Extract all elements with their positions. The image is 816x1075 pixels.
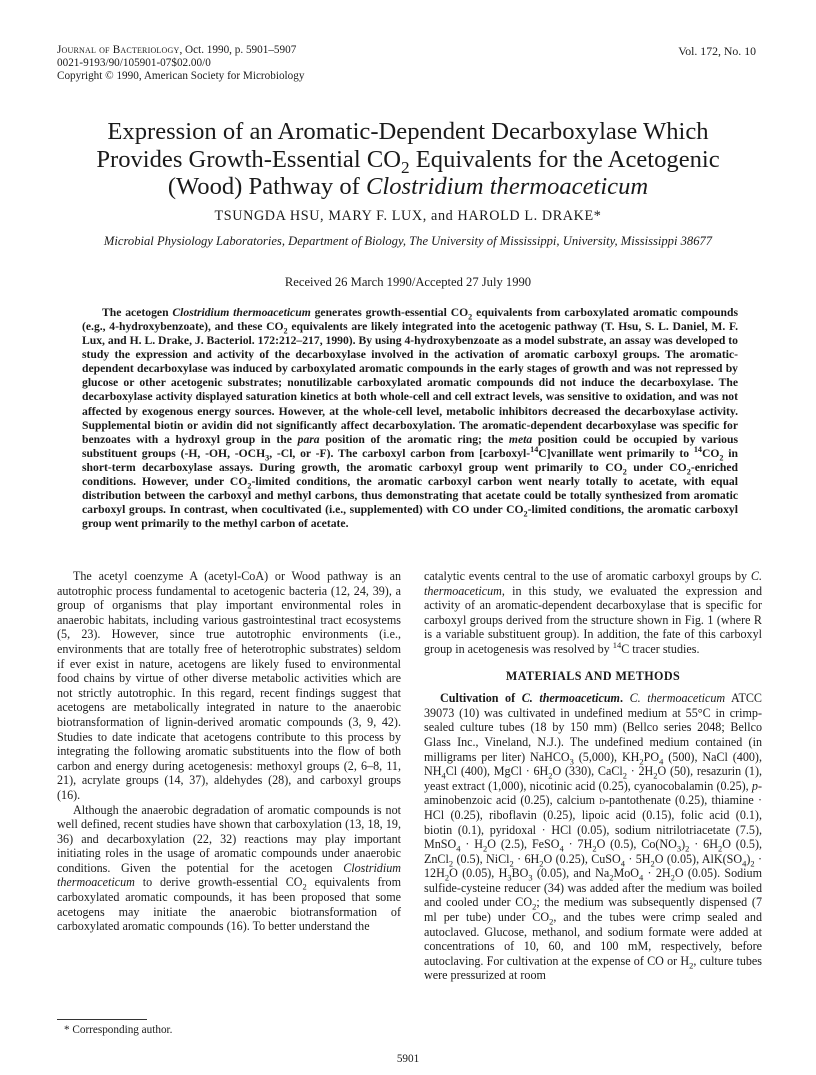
subscript: 2 — [650, 858, 655, 869]
author-list: TSUNGDA HSU, MARY F. LUX, and HAROLD L. DRAKE* — [214, 208, 602, 224]
body-text: O (0.05). Sodium sulfide-cysteine reducer (34) was added after the medium was boiled and cooled under CO — [424, 866, 762, 910]
subscript: 2 — [302, 881, 307, 892]
body-text: · 2H — [643, 866, 671, 881]
body-text: · 12H — [424, 851, 762, 881]
superscript: 14 — [530, 444, 539, 454]
section-heading: MATERIALS AND METHODS — [505, 668, 681, 683]
italic-term: meta — [508, 432, 533, 446]
issue-info: , Oct. 1990, p. 5901–5907 — [179, 44, 297, 56]
abstract-text: , -Cl, or -F). The carboxyl carbon from [carboxyl- — [269, 446, 531, 460]
body-text: O (2.5), FeSO — [487, 837, 560, 852]
organism-name: C. thermoaceticum — [521, 691, 620, 706]
body-text: O (0.05), H — [449, 866, 508, 881]
subscript: 4 — [742, 858, 747, 869]
subscript: 2 — [483, 843, 488, 854]
affiliation: Microbial Physiology Laboratories, Department of Biology, The University of Mississippi, University, Mississippi 38677 — [103, 234, 713, 248]
body-text: catalytic events central to the use of aromatic carboxyl groups by — [424, 569, 751, 583]
organism-name: Clostridium thermoaceticum — [57, 860, 401, 890]
title-text: (Wood) Pathway of — [167, 173, 367, 200]
subscript: 2 — [468, 312, 473, 322]
received-dates: Received 26 March 1990/Accepted 27 July 1990 — [284, 275, 532, 289]
body-text: (500), NaCl (400), NH — [424, 749, 762, 779]
right-column — [424, 569, 762, 983]
abstract-text: equivalents from carboxylated aromatic compounds (e.g., 4-hydroxybenzoate), and these CO — [82, 306, 738, 334]
subscript: 4 — [456, 843, 461, 854]
body-text: O (330), CaCl — [552, 764, 623, 779]
title-line: Expression of an Aromatic-Dependent Decarboxylase Which — [107, 118, 709, 145]
subscript: 3 — [676, 843, 682, 854]
subscript: 2 — [549, 916, 554, 927]
body-text: C tracer studies. — [621, 641, 700, 656]
subscript: 2 — [686, 467, 691, 477]
body-text: , and the tubes were crimp sealed and autoclaved. Glucose, methanol, and sodium formate were added at concentrations of 10, 60, and 100 mM, respectively, before autoclaving. For cultivation at the expense of CO or H — [424, 910, 762, 968]
heading-text: . — [619, 691, 623, 706]
body-text: O (0.05), AlK(SO — [654, 851, 743, 866]
footnote-divider — [57, 1019, 147, 1020]
abstract-text: -limited conditions, the aromatic carboxyl carbon went nearly totally to acetate, with equal distribution between the carboxyl and methyl carbons, thus demonstrating that acetate could be totally synthesized from aromatic carboxyl groups. In contrast, when cocultivated (i.e., supplemented) with CO under CO — [82, 474, 738, 517]
subscript: 2 — [548, 770, 553, 781]
title-line — [50, 173, 766, 201]
methods-paragraph — [424, 691, 762, 983]
body-text: , in this study, we evaluated the expression and activity of an aromatic-dependent decarboxylase that is specific for carboxyl groups derived from the structure shown in Fig. 1 (where R is a variable substituent group). In addition, the fate of this carboxyl group in acetogenesis was resolved by — [424, 583, 762, 656]
abstract-text: C]vanillate went primarily to — [538, 446, 694, 460]
abstract-text: position could be occupied by various substituent groups (-H, -OH, -OCH — [82, 432, 738, 460]
article-title — [50, 118, 766, 201]
body-text: O (50), resazurin (1), yeast extract (1,000), nicotinic acid (0.25), cyanocobalamin (0.25), — [424, 764, 762, 793]
journal-name: Journal of Bacteriology — [57, 44, 180, 56]
body-text: · 7H — [563, 837, 593, 852]
title-text: Provides Growth-Essential CO — [96, 145, 401, 173]
run-in-heading — [440, 691, 623, 705]
organism-name: Clostridium thermoaceticum — [366, 173, 649, 200]
subscript: 4 — [639, 872, 644, 883]
subscript: 2 — [532, 901, 537, 912]
abstract-text: The acetogen — [102, 306, 173, 319]
intro-paragraph — [57, 803, 401, 934]
subscript: 3 — [507, 872, 512, 883]
subscript: 3 — [265, 453, 270, 463]
subscript: 3 — [569, 755, 574, 766]
abstract-text: position of the aromatic ring; the — [319, 432, 509, 446]
subscript: 2 — [717, 843, 723, 854]
copyright-line: Copyright © 1990, American Society for Microbiology — [57, 70, 305, 83]
body-text: ) — [681, 837, 686, 852]
body-text: MoO — [613, 866, 640, 881]
subscript: 2 — [622, 467, 627, 477]
subscript: 4 — [559, 843, 564, 854]
intro-paragraph — [424, 569, 762, 657]
body-text: ) — [746, 851, 751, 866]
subscript: 3 — [528, 872, 533, 883]
left-column — [57, 569, 401, 934]
subscript: 2 — [653, 770, 658, 781]
subscript: 2 — [609, 872, 614, 883]
body-text: O (0.5), ZnCl — [424, 837, 762, 866]
body-text: ; the medium was subsequently dispensed (7 ml per tube) under CO — [424, 895, 762, 925]
body-text: ATCC 39073 (10) was cultivated in undefined medium at 55°C in crimp-sealed culture tubes (18 by 150 mm) (Bellco series 2048; Bellco Glass Inc., Vineland, N.J.). The undefined medium contained (in milligrams per liter) NaHCO — [424, 691, 762, 764]
article-code: 0021-9193/90/105901-07$02.00/0 — [57, 57, 211, 70]
abstract-text: -enriched conditions. However, under CO — [82, 460, 739, 488]
title-text: Equivalents for the Acetogenic — [409, 145, 720, 173]
body-text: Cl (400), MgCl · 6H — [445, 764, 549, 779]
subscript: 2 — [670, 872, 675, 883]
abstract — [82, 306, 738, 531]
subscript: 2 — [539, 858, 544, 869]
page-number: 5901 — [396, 1053, 420, 1065]
subscript: 2 — [592, 843, 597, 854]
subscript: 2 — [689, 960, 694, 971]
abstract-text: -limited conditions, the aromatic carboxyl group went primarily to the methyl carbon of acetate. — [82, 503, 738, 531]
subscript: 2 — [523, 509, 528, 519]
body-text: · 5H — [625, 851, 651, 866]
abstract-text: in short-term decarboxylase assays. During growth, the aromatic carboxyl group went primarily to CO — [82, 446, 738, 474]
body-text: BO — [511, 866, 529, 881]
subscript: 2 — [444, 872, 450, 883]
italic-term: para — [297, 432, 320, 446]
body-text: equivalents from carboxylated aromatic compounds, it has been proposed that some acetogens may initiate the anaerobic biotransformation of carboxylated aromatic compounds (16). To better understand the — [57, 875, 401, 934]
body-text: O (0.5), Co(NO — [596, 837, 677, 852]
subscript: 2 — [622, 770, 627, 781]
small-caps-term: d — [599, 793, 606, 808]
abstract-text: equivalents are likely integrated into the acetogenic pathway (T. Hsu, S. L. Daniel, M. F. Lux, and H. L. Drake, J. Bacteriol. 172:212–217, 1990). By using 4-hydroxybenzoate as a model substrate, an assay was developed to study the expression and activity of the decarboxylase involved in the activation of aromatic carboxyl groups. The aromatic-dependent decarboxylase was induced by carboxylated aromatic compounds in the early stages of growth and was not repressed by glucose or other acetogenic substrates; nonutilizable carboxylated aromatic compounds did not induce the decarboxylase. The decarboxylase activity displayed saturation kinetics at both whole-cell and cell extract levels, was sensitive to oxidation, and was not affected by exogenous energy sources. However, at the whole-cell level, metabolic inhibitors decreased the decarboxylase activity. Supplemental biotin or avidin did not significantly affect decarboxylation. The aromatic-dependent decarboxylase was specific for benzoates with a hydroxyl group in the — [82, 320, 738, 446]
subscript: 2 — [401, 157, 410, 177]
abstract-text: CO — [701, 446, 720, 460]
subscript: 2 — [247, 481, 252, 491]
volume-info: Vol. 172, No. 10 — [678, 44, 756, 58]
body-text: (0.5), NiCl — [453, 851, 510, 866]
body-text: (5,000), KH — [573, 749, 640, 764]
subscript: 2 — [283, 326, 288, 336]
body-text: -pantothenate (0.25), thiamine · HCl (0.25), riboflavin (0.25), lipoic acid (0.15), folic acid (0.1), biotin (0.1), pyridoxal · HCl (0.05), sodium nitrilotriacetate (7.5), MnSO — [424, 793, 762, 852]
heading-text: Cultivation of — [440, 691, 522, 706]
superscript: 14 — [693, 444, 702, 454]
body-text: · 6H — [689, 837, 718, 852]
organism-name: Clostridium thermoaceticum — [172, 306, 311, 319]
italic-term: p — [751, 778, 758, 793]
body-text: · 6H — [513, 851, 540, 866]
journal-header — [57, 44, 304, 84]
body-text: (0.05), and Na — [532, 866, 610, 881]
subscript: 4 — [659, 755, 664, 766]
intro-paragraph: The acetyl coenzyme A (acetyl-CoA) or Wood pathway is an autotrophic process fundamental to acetogenic bacteria (12, 24, 39), a group of organisms that play important environmental roles in anaerobic habitats, including various gastrointestinal tract ecosystems (5, 23). However, since true autotrophic environments (i.e., environments that are totally free of heterotrophic substrates) seldom if ever exist in nature, acetogens are likely fused to environmental food chains by virtue of other diverse metabolic activities which are not strictly autotrophic. In this regard, recent findings suggest that acetogens are metabolically integrated in nature to the anaerobic biotransformation of lignin-derived aromatic compounds (3, 9, 42). Studies to date indicate that acetogens contribute to this process by integrating the following aromatic substituents into the flow of both carbon and energy during acetogenesis: methoxyl groups (2, 6–8, 11, 21), acrylate groups (14, 37), aldehydes (28), and carboxyl groups (16). — [57, 569, 401, 802]
body-text: PO — [643, 749, 660, 764]
body-text: , culture tubes were pressurized at room — [424, 953, 762, 983]
subscript: 2 — [509, 858, 514, 869]
abstract-text: under CO — [626, 460, 687, 474]
title-line — [50, 145, 766, 177]
organism-name: C. thermoaceticum — [424, 569, 762, 598]
subscript: 2 — [448, 858, 454, 869]
body-text: Although the anaerobic degradation of aromatic compounds is not well defined, recent studies have shown that carboxylation (13, 18, 19, 36) and decarboxylation (22, 32) reactions may play important initiating roles in the usage of aromatic compounds under anaerobic conditions. Given the potential for the acetogen — [57, 802, 401, 875]
subscript: 2 — [639, 755, 644, 766]
abstract-text: generates growth-essential CO — [310, 306, 469, 319]
subscript: 2 — [719, 453, 724, 463]
body-text: O (0.25), CuSO — [543, 851, 621, 866]
subscript: 2 — [685, 843, 690, 854]
superscript: 14 — [612, 639, 622, 650]
body-text: -aminobenzoic acid (0.25), calcium — [424, 778, 762, 808]
subscript: 4 — [441, 770, 446, 781]
organism-name: C. thermoaceticum — [623, 691, 726, 706]
body-text: · H — [460, 837, 484, 852]
footnote: * Corresponding author. — [64, 1024, 173, 1036]
body-text: to derive growth-essential CO — [134, 875, 303, 890]
body-text: · 2H — [627, 764, 654, 779]
subscript: 2 — [750, 858, 755, 869]
subscript: 4 — [620, 858, 626, 869]
